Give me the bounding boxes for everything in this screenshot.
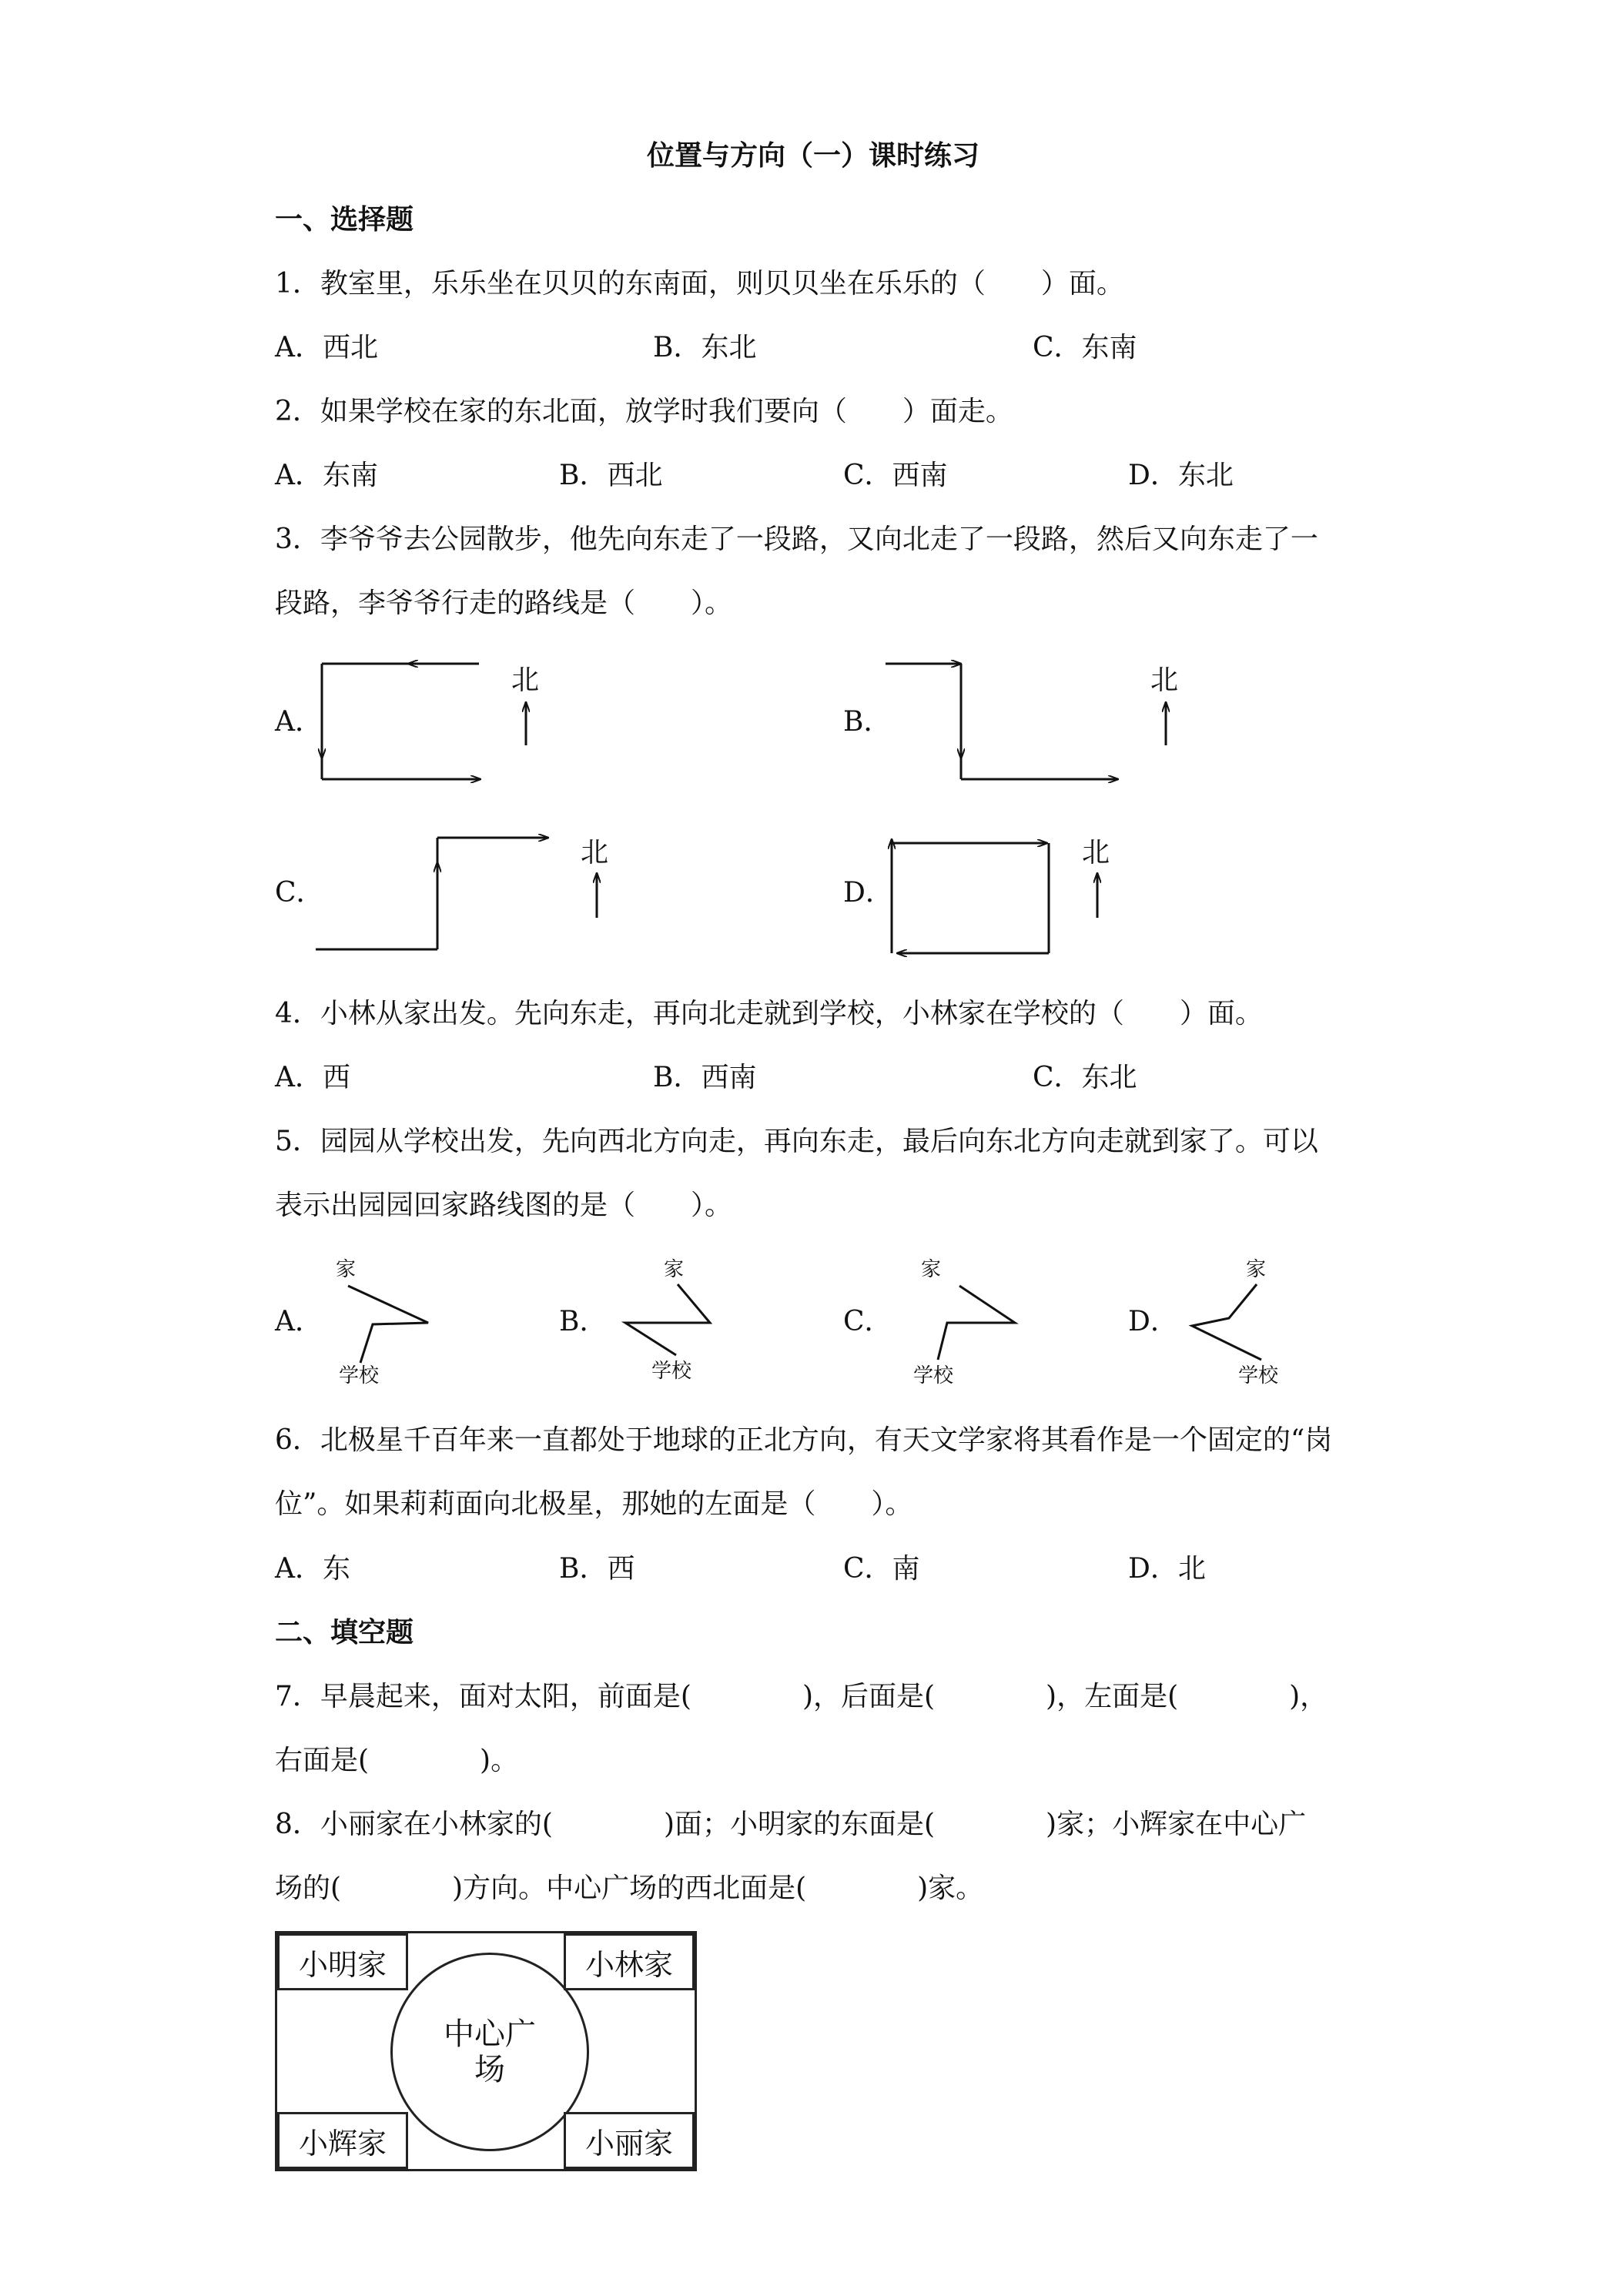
question-2-stem: 2．如果学校在家的东北面，放学时我们要向（ ）面走。 (275, 396, 1013, 427)
q2-option-d[interactable]: D．东北 (1128, 460, 1234, 491)
question-6-stem-line2: 位”。如果莉莉面向北极星，那她的左面是（ ）。 (275, 1488, 913, 1520)
q5-option-c-route (938, 1286, 1015, 1360)
q1-option-b[interactable]: B．东北 (653, 332, 757, 363)
q3-option-c-label[interactable]: C． (275, 877, 324, 909)
q6-option-c[interactable]: C．南 (843, 1553, 920, 1585)
page-title: 位置与方向（一）课时练习 (647, 140, 980, 172)
section-heading-choice: 一、选择题 (275, 204, 414, 236)
question-3-stem-line2: 段路，李爷爷行走的路线是（ ）。 (275, 587, 733, 619)
q5-option-a-label[interactable]: A． (275, 1306, 323, 1337)
section-heading-fill: 二、填空题 (275, 1617, 414, 1648)
q5-a-school-label: 学校 (339, 1364, 380, 1387)
q5-d-school-label: 学校 (1238, 1364, 1279, 1387)
map-home-se: 小丽家 (564, 2112, 695, 2169)
q5-option-a-route (348, 1286, 428, 1363)
q4-option-c[interactable]: C．东北 (1033, 1062, 1137, 1093)
q6-option-d[interactable]: D．北 (1128, 1553, 1206, 1585)
question-5-stem-line1: 5．园园从学校出发，先向西北方向走，再向东走，最后向东北方向走就到家了。可以 (275, 1126, 1318, 1157)
q5-option-b-label[interactable]: B． (559, 1306, 608, 1337)
q5-a-home-label: 家 (336, 1258, 357, 1281)
q5-c-home-label: 家 (921, 1258, 942, 1281)
q6-option-a[interactable]: A．东 (275, 1553, 350, 1585)
q5-c-school-label: 学校 (913, 1364, 954, 1387)
q4-option-b[interactable]: B．西南 (653, 1062, 757, 1093)
question-8-line1: 8．小丽家在小林家的( )面；小明家的东面是( )家；小辉家在中心广 (275, 1809, 1307, 1840)
question-8-line2: 场的( )方向。中心广场的西北面是( )家。 (275, 1873, 984, 1904)
question-4-stem: 4．小林从家出发。先向东走，再向北走就到学校，小林家在学校的（ ）面。 (275, 998, 1263, 1029)
q1-option-a[interactable]: A．西北 (275, 332, 378, 363)
q5-option-d-label[interactable]: D． (1128, 1306, 1178, 1337)
q3-option-b-label[interactable]: B． (843, 706, 892, 738)
q8-map (275, 1931, 697, 2171)
q4-option-a[interactable]: A．西 (275, 1062, 350, 1093)
q6-option-b[interactable]: B．西 (559, 1553, 635, 1585)
q2-option-a[interactable]: A．东南 (275, 460, 378, 491)
question-7-line2: 右面是( )。 (275, 1745, 519, 1776)
question-1-stem: 1．教室里，乐乐坐在贝贝的东南面，则贝贝坐在乐乐的（ ）面。 (275, 268, 1124, 300)
q2-option-c[interactable]: C．西南 (843, 460, 948, 491)
q3-a-north-label: 北 (511, 664, 540, 696)
q5-b-home-label: 家 (664, 1258, 685, 1281)
map-home-nw: 小明家 (277, 1933, 408, 1990)
q1-option-c[interactable]: C．东南 (1033, 332, 1137, 363)
question-7-line1: 7．早晨起来，面对太阳，前面是( )，后面是( )，左面是( )， (275, 1681, 1328, 1712)
question-5-stem-line2: 表示出园园回家路线图的是（ ）。 (275, 1190, 733, 1221)
q5-d-home-label: 家 (1246, 1258, 1267, 1281)
q5-option-d-route (1192, 1284, 1261, 1360)
q3-c-north-label: 北 (581, 837, 609, 869)
map-home-ne: 小林家 (564, 1933, 695, 1990)
q3-option-a-label[interactable]: A． (275, 706, 323, 738)
question-6-stem-line1: 6．北极星千百年来一直都处于地球的正北方向，有天文学家将其看作是一个固定的“岗 (275, 1424, 1333, 1456)
q3-d-north-label: 北 (1082, 837, 1110, 869)
q5-option-b-route (625, 1284, 710, 1355)
q5-b-school-label: 学校 (651, 1360, 692, 1383)
q3-b-north-label: 北 (1150, 664, 1179, 696)
q5-option-c-label[interactable]: C． (843, 1306, 892, 1337)
map-center-plaza (390, 1953, 589, 2151)
q2-option-b[interactable]: B．西北 (559, 460, 663, 491)
question-3-stem-line1: 3．李爷爷去公园散步，他先向东走了一段路，又向北走了一段路，然后又向东走了一 (275, 524, 1318, 555)
q3-option-d-label[interactable]: D． (843, 877, 893, 909)
map-home-sw: 小辉家 (277, 2112, 408, 2169)
map-center-label: 中心广场 (444, 2017, 536, 2087)
